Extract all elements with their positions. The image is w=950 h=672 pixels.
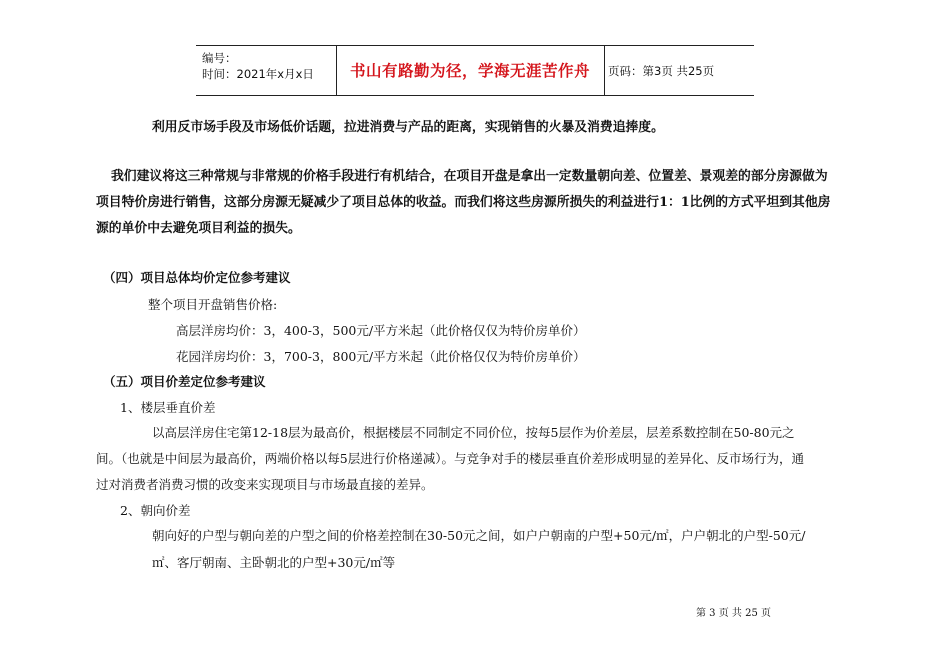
item-1-line-1: 以高层洋房住宅第12-18层为最高价，根据楼层不同制定不同价位，按每5层作为价差层，层差系数控制在50-80元之 — [152, 425, 795, 440]
paragraph-suggestion-line-1: 我们建议将这三种常规与非常规的价格手段进行有机结合，在项目开盘是拿出一定数量朝向差、位置差、景观差的部分房源做为 — [111, 169, 828, 184]
item-2-line-2: ㎡、客厅朝南、主卧朝北的户型+30元/㎡等 — [152, 555, 396, 570]
header-number-label: 编号： — [202, 51, 237, 65]
header-divider-right — [604, 45, 605, 95]
item-1-line-3: 过对消费者消费习惯的改变来实现项目与市场最直接的差异。 — [96, 477, 434, 492]
section-4-title: （四）项目总体均价定位参考建议 — [103, 270, 291, 285]
header-motto: 书山有路勤为径，学海无涯苦作舟 — [349, 62, 590, 80]
item-2-line-1: 朝向好的户型与朝向差的户型之间的价格差控制在30-50元之间，如户户朝南的户型+50元/㎡，户户朝北的户型-50元/ — [152, 528, 806, 543]
section-5-title: （五）项目价差定位参考建议 — [103, 374, 266, 389]
paragraph-suggestion-line-3: 源的单价中去避免项目利益的损失。 — [96, 221, 301, 236]
paragraph-suggestion-line-2: 项目特价房进行销售，这部分房源无疑减少了项目总体的收益。而我们将这些房源所损失的利益进行1：1比例的方式平坦到其他房 — [96, 195, 831, 210]
item-1-line-2: 间。（也就是中间层为最高价，两端价格以每5层进行价格递减）。与竞争对手的楼层垂直价差形成明显的差异化、反市场行为，通 — [96, 451, 804, 466]
header-date-label: 时间：2021年x月x日 — [202, 67, 314, 81]
header-bottom-rule — [196, 95, 754, 96]
document-header — [196, 45, 754, 95]
footer-page-number: 第 3 页 共 25 页 — [696, 608, 771, 619]
item-1-title: 1、楼层垂直价差 — [120, 400, 216, 415]
header-top-rule — [196, 45, 754, 46]
header-divider-left — [336, 45, 337, 95]
price-garden: 花园洋房均价：3，700-3，800元/平方米起（此价格仅仅为特价房单价） — [176, 349, 586, 364]
paragraph-intro: 利用反市场手段及市场低价话题，拉进消费与产品的距离，实现销售的火暴及消费追捧度。 — [152, 120, 664, 135]
section-4-subtitle: 整个项目开盘销售价格: — [148, 297, 278, 312]
item-2-title: 2、朝向价差 — [120, 503, 191, 518]
price-high-rise: 高层洋房均价：3，400-3，500元/平方米起（此价格仅仅为特价房单价） — [176, 323, 586, 338]
header-meta — [202, 50, 314, 82]
header-page-label: 页码：第3页 共25页 — [608, 64, 715, 78]
